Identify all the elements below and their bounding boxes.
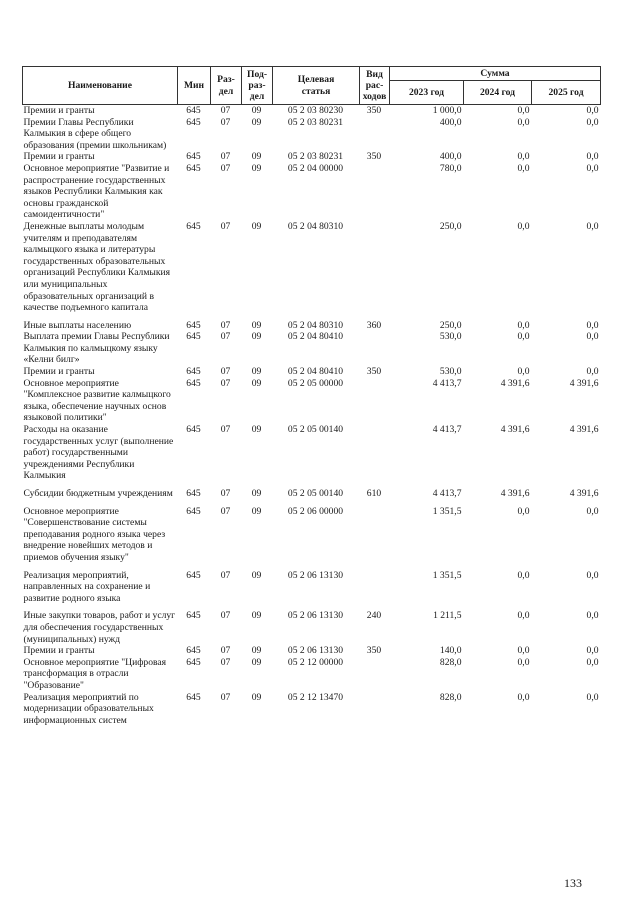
row-podrazdel: 09 — [251, 656, 262, 668]
header-year-2023: 2023 год — [390, 81, 464, 105]
row-podrazdel: 09 — [251, 645, 262, 657]
row-sum-2023: 4 413,7 — [432, 488, 462, 499]
budget-table — [22, 66, 601, 726]
row-celevaya-statya: 05 2 03 80231 — [287, 151, 344, 163]
row-sum-2024: 0,0 — [517, 505, 530, 517]
row-name: Основное мероприятие "Развитие и распространение государственных языков Республики Калмыкия как основы гражданской самоидентичности" — [23, 162, 170, 221]
row-vid-rashodov: 350 — [366, 105, 382, 116]
row-sum-2025: 0,0 — [586, 691, 599, 703]
row-name: Расходы на оказание государственных услуг (выполнение работ) государственными учреждениями Республики Калмыкия — [23, 424, 174, 482]
row-sum-2025: 0,0 — [586, 220, 599, 232]
row-sum-2023: 530,0 — [439, 331, 462, 343]
row-celevaya-statya: 05 2 04 80410 — [287, 331, 344, 343]
header-year-2024: 2024 год — [464, 81, 532, 105]
budget-table-page — [22, 66, 600, 726]
table-row — [23, 506, 601, 564]
row-name: Премии и гранты — [23, 366, 95, 378]
row-razdel: 07 — [220, 656, 231, 668]
header-celevaya-statya: Целевая статья — [273, 67, 360, 105]
row-celevaya-statya: 05 2 03 80230 — [287, 105, 344, 116]
row-vid-rashodov — [360, 163, 390, 221]
header-razdel: Раз- дел — [211, 67, 242, 105]
table-row — [23, 610, 601, 645]
row-sum-2024: 0,0 — [517, 220, 530, 232]
row-ministry: 645 — [186, 645, 201, 657]
table-row — [23, 488, 601, 500]
row-sum-2024: 0,0 — [517, 319, 530, 331]
row-vid-rashodov: 350 — [366, 366, 382, 378]
row-name: Субсидии бюджетным учреждениям — [23, 488, 173, 499]
row-razdel: 07 — [220, 116, 231, 128]
row-celevaya-statya: 05 2 03 80231 — [287, 116, 344, 128]
row-podrazdel: 09 — [251, 162, 262, 174]
row-name: Денежные выплаты молодым учителям и преподавателям калмыцкого языка и литературы государственных образовательных организаций Республики Калмыкия или муниципальных образовательных организаций в качестве подъемного капитала — [23, 220, 171, 314]
row-sum-2025: 4 391,6 — [569, 377, 599, 389]
row-sum-2023: 780,0 — [439, 162, 462, 174]
row-ministry: 645 — [186, 569, 201, 581]
row-vid-rashodov — [360, 378, 390, 424]
row-sum-2023: 828,0 — [439, 691, 462, 703]
row-celevaya-statya: 05 2 05 00140 — [287, 488, 344, 499]
row-sum-2023: 1 351,5 — [432, 569, 462, 581]
row-razdel: 07 — [220, 610, 231, 622]
row-razdel: 07 — [220, 424, 231, 436]
row-sum-2025: 0,0 — [586, 116, 599, 128]
row-podrazdel: 09 — [251, 331, 262, 343]
row-sum-2023: 400,0 — [439, 116, 462, 128]
row-razdel: 07 — [220, 105, 231, 116]
row-razdel: 07 — [220, 569, 231, 581]
row-vid-rashodov — [360, 331, 390, 366]
row-name: Реализация мероприятий, направленных на сохранение и развитие родного языка — [23, 569, 151, 604]
row-sum-2023: 250,0 — [439, 220, 462, 232]
row-razdel: 07 — [220, 505, 231, 517]
row-ministry: 645 — [186, 505, 201, 517]
row-podrazdel: 09 — [251, 377, 262, 389]
row-celevaya-statya: 05 2 12 13470 — [287, 691, 344, 703]
row-sum-2024: 0,0 — [517, 645, 530, 657]
row-celevaya-statya: 05 2 04 80410 — [287, 366, 344, 378]
row-ministry: 645 — [186, 162, 201, 174]
row-sum-2025: 0,0 — [586, 656, 599, 668]
row-ministry: 645 — [186, 366, 201, 378]
table-row — [23, 378, 601, 424]
table-row — [23, 645, 601, 657]
row-razdel: 07 — [220, 366, 231, 378]
row-celevaya-statya: 05 2 05 00000 — [287, 377, 344, 389]
row-ministry: 645 — [186, 319, 201, 331]
table-row — [23, 331, 601, 366]
row-vid-rashodov — [360, 657, 390, 692]
table-row — [23, 105, 601, 117]
row-podrazdel: 09 — [251, 505, 262, 517]
row-ministry: 645 — [186, 105, 201, 116]
row-ministry: 645 — [186, 488, 201, 499]
row-name: Основное мероприятие "Цифровая трансформация в отрасли "Образование" — [23, 656, 167, 691]
row-ministry: 645 — [186, 691, 201, 703]
row-celevaya-statya: 05 2 04 00000 — [287, 162, 344, 174]
row-sum-2024: 0,0 — [517, 610, 530, 622]
row-ministry: 645 — [186, 220, 201, 232]
row-podrazdel: 09 — [251, 569, 262, 581]
row-celevaya-statya: 05 2 06 13130 — [287, 569, 344, 581]
row-sum-2024: 0,0 — [517, 656, 530, 668]
table-row — [23, 151, 601, 163]
row-name: Премии и гранты — [23, 105, 95, 116]
table-row — [23, 657, 601, 692]
row-celevaya-statya: 05 2 06 13130 — [287, 610, 344, 622]
row-name: Иные закупки товаров, работ и услуг для обеспечения государственных (муниципальных) нужд — [23, 610, 176, 645]
table-row — [23, 570, 601, 605]
row-vid-rashodov — [360, 424, 390, 482]
row-sum-2025: 0,0 — [586, 162, 599, 174]
header-year-2025: 2025 год — [532, 81, 601, 105]
table-row — [23, 366, 601, 378]
row-vid-rashodov — [360, 221, 390, 314]
row-podrazdel: 09 — [251, 220, 262, 232]
row-vid-rashodov — [360, 117, 390, 152]
table-row — [23, 221, 601, 314]
row-vid-rashodov: 360 — [366, 319, 382, 331]
row-sum-2025: 0,0 — [586, 610, 599, 622]
table-body — [23, 105, 601, 727]
row-sum-2023: 250,0 — [439, 319, 462, 331]
row-sum-2025: 0,0 — [586, 366, 599, 378]
row-celevaya-statya: 05 2 06 00000 — [287, 505, 344, 517]
row-razdel: 07 — [220, 331, 231, 343]
row-name: Премии и гранты — [23, 151, 95, 163]
row-sum-2023: 828,0 — [439, 656, 462, 668]
row-name: Премии и гранты — [23, 645, 95, 657]
row-sum-2025: 0,0 — [586, 331, 599, 343]
row-ministry: 645 — [186, 610, 201, 622]
row-sum-2025: 0,0 — [586, 645, 599, 657]
row-celevaya-statya: 05 2 05 00140 — [287, 424, 344, 436]
row-sum-2023: 140,0 — [439, 645, 462, 657]
row-sum-2024: 0,0 — [517, 366, 530, 378]
header-name: Наименование — [23, 67, 178, 105]
row-sum-2025: 0,0 — [586, 151, 599, 163]
row-sum-2024: 0,0 — [517, 691, 530, 703]
row-name: Реализация мероприятий по модернизации образовательных информационных систем — [23, 691, 154, 726]
row-vid-rashodov: 350 — [366, 645, 382, 657]
row-celevaya-statya: 05 2 04 80310 — [287, 319, 344, 331]
row-sum-2023: 1 351,5 — [432, 505, 462, 517]
row-sum-2024: 0,0 — [517, 116, 530, 128]
row-vid-rashodov — [360, 570, 390, 605]
row-podrazdel: 09 — [251, 488, 262, 499]
row-podrazdel: 09 — [251, 151, 262, 163]
row-sum-2024: 0,0 — [517, 331, 530, 343]
row-razdel: 07 — [220, 645, 231, 657]
row-sum-2023: 530,0 — [439, 366, 462, 378]
row-vid-rashodov — [360, 506, 390, 564]
header-vid-rashodov: Вид рас- ходов — [360, 67, 390, 105]
row-ministry: 645 — [186, 424, 201, 436]
row-sum-2024: 0,0 — [517, 151, 530, 163]
row-podrazdel: 09 — [251, 610, 262, 622]
row-podrazdel: 09 — [251, 366, 262, 378]
row-sum-2025: 4 391,6 — [569, 488, 599, 499]
row-vid-rashodov: 240 — [366, 610, 382, 622]
row-podrazdel: 09 — [251, 691, 262, 703]
row-razdel: 07 — [220, 220, 231, 232]
row-razdel: 07 — [220, 691, 231, 703]
row-sum-2023: 1 211,5 — [433, 610, 462, 622]
row-sum-2025: 0,0 — [586, 105, 599, 116]
row-name: Основное мероприятие "Совершенствование системы преподавания родного языка через внедрение новейших методов и приемов обучения языку" — [23, 505, 166, 563]
row-name: Выплата премии Главы Республики Калмыкия по калмыцкому языку «Келни билг» — [23, 331, 170, 366]
row-ministry: 645 — [186, 331, 201, 343]
row-sum-2024: 4 391,6 — [500, 488, 530, 499]
row-sum-2024: 0,0 — [517, 162, 530, 174]
row-podrazdel: 09 — [251, 116, 262, 128]
row-sum-2024: 0,0 — [517, 105, 530, 116]
row-ministry: 645 — [186, 151, 201, 163]
row-razdel: 07 — [220, 488, 231, 499]
row-celevaya-statya: 05 2 06 13130 — [287, 645, 344, 657]
table-row — [23, 692, 601, 727]
table-row — [23, 163, 601, 221]
row-name: Премии Главы Республики Калмыкия в сфере общего образования (премии школьникам) — [23, 116, 167, 151]
row-podrazdel: 09 — [251, 424, 262, 436]
row-sum-2025: 4 391,6 — [569, 424, 599, 436]
row-sum-2023: 4 413,7 — [432, 424, 462, 436]
page-number: 133 — [564, 876, 582, 890]
row-sum-2024: 4 391,6 — [500, 424, 530, 436]
row-ministry: 645 — [186, 116, 201, 128]
row-vid-rashodov: 610 — [366, 488, 382, 499]
header-summa: Сумма — [390, 67, 601, 81]
row-sum-2023: 1 000,0 — [432, 105, 462, 116]
row-sum-2024: 0,0 — [517, 569, 530, 581]
row-podrazdel: 09 — [251, 105, 262, 116]
row-name: Основное мероприятие "Комплексное развитие калмыцкого языка, обеспечение научных основ языковой политики" — [23, 377, 171, 424]
row-sum-2023: 400,0 — [439, 151, 462, 163]
table-row — [23, 117, 601, 152]
row-vid-rashodov: 350 — [366, 151, 382, 163]
row-sum-2025: 0,0 — [586, 505, 599, 517]
header-min: Мин — [178, 67, 211, 105]
row-name: Иные выплаты населению — [23, 319, 132, 331]
row-ministry: 645 — [186, 377, 201, 389]
row-razdel: 07 — [220, 377, 231, 389]
header-podrazdel: Под- раз- дел — [242, 67, 273, 105]
row-sum-2024: 4 391,6 — [500, 377, 530, 389]
row-podrazdel: 09 — [251, 319, 262, 331]
row-sum-2025: 0,0 — [586, 319, 599, 331]
row-sum-2025: 0,0 — [586, 569, 599, 581]
row-razdel: 07 — [220, 162, 231, 174]
row-ministry: 645 — [186, 656, 201, 668]
row-razdel: 07 — [220, 319, 231, 331]
table-row — [23, 424, 601, 482]
row-celevaya-statya: 05 2 04 80310 — [287, 220, 344, 232]
row-razdel: 07 — [220, 151, 231, 163]
row-sum-2023: 4 413,7 — [432, 377, 462, 389]
row-vid-rashodov — [360, 692, 390, 727]
table-row — [23, 320, 601, 332]
row-celevaya-statya: 05 2 12 00000 — [287, 656, 344, 668]
